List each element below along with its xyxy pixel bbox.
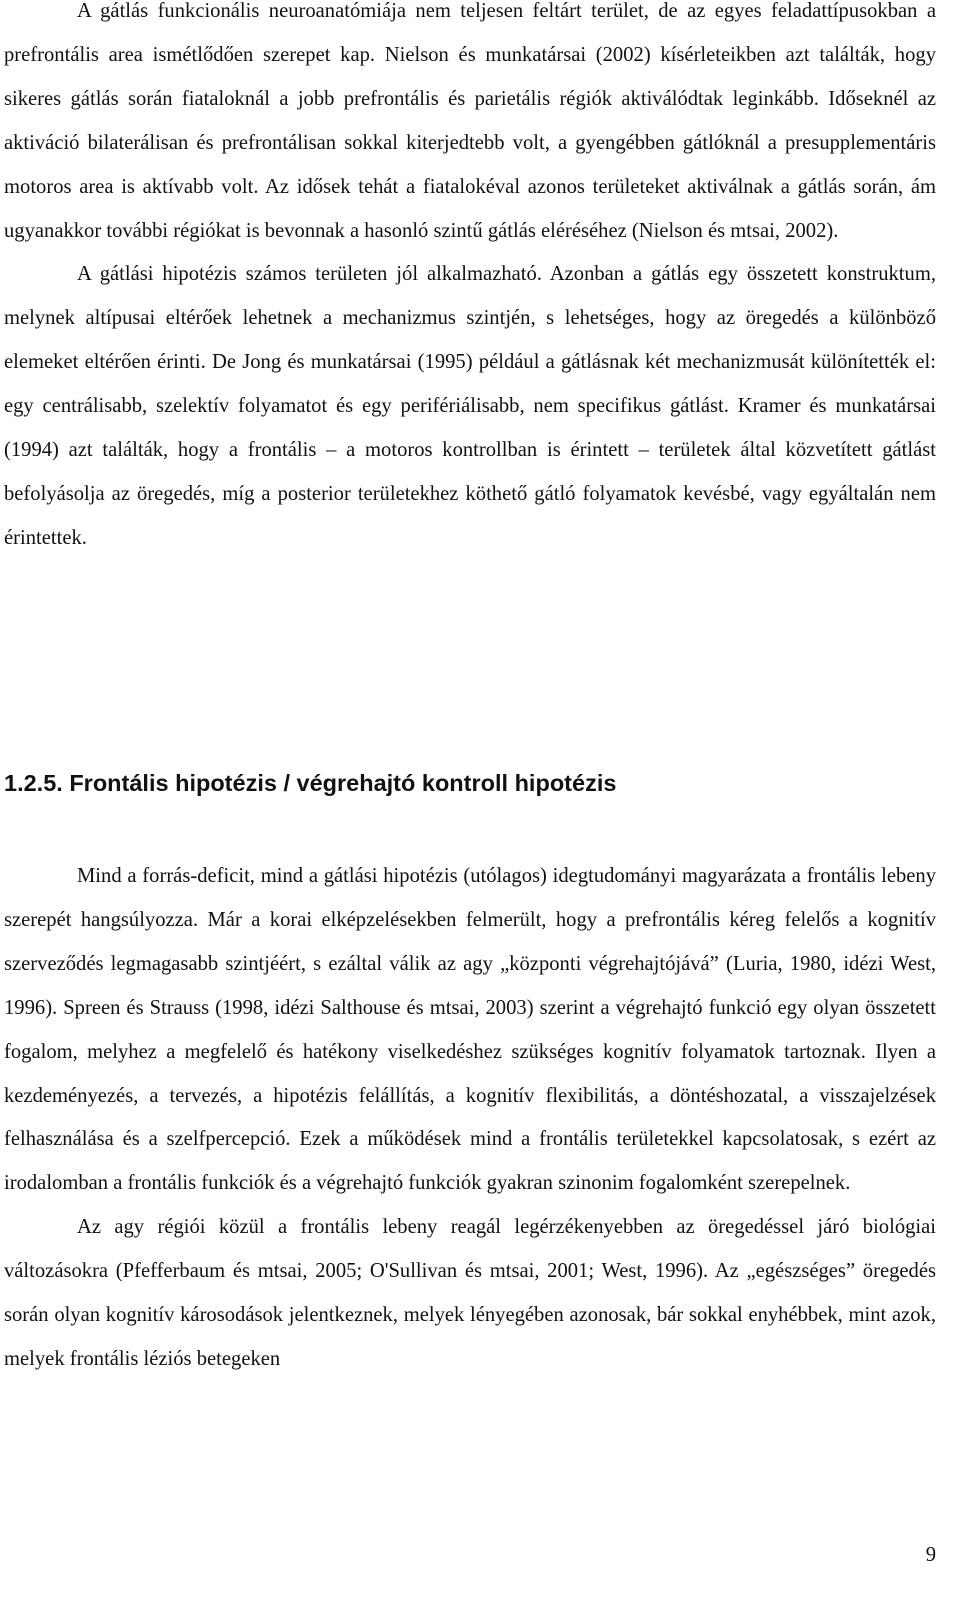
paragraph-inhibition-neuroanatomy: A gátlás funkcionális neuroanatómiája nem teljesen feltárt terület, de az egyes feladattípusokban a prefrontális area ismétlődően szerepet kap. Nielson és munkatársai (2002) kísérleteikben azt találták, hogy sikeres gátlás során fiataloknál a jobb prefrontális és parietális régiók aktiválódtak leginkább. Időseknél az aktiváció bilaterálisan és prefrontálisan sokkal kiterjedtebb volt, a gyengébben gátlóknál a presupplementáris motoros area is aktívabb volt. Az idősek tehát a fiatalokéval azonos területeket aktiválnak a gátlás során, ám ugyanakkor további régiókat is bevonnak a hasonló szintű gátlás eléréséhez (Nielson és mtsai, 2002). bbox=[4, 0, 936, 242]
paragraph-frontal-hypothesis: Mind a forrás-deficit, mind a gátlási hipotézis (utólagos) idegtudományi magyarázata a frontális lebeny szerepét hangsúlyozza. Már a korai elképzelésekben felmerült, hogy a prefrontális kéreg felelős a kognitív szerveződés legmagasabb szintjéért, s ezáltal válik az agy „központi végrehajtójává” (Luria, 1980, idézi West, 1996). Spreen és Strauss (1998, idézi Salthouse és mtsai, 2003) szerint a végrehajtó funkció egy olyan összetett fogalom, melyhez a megfelelő és hatékony viselkedéshez szükséges kognitív folyamatok tartoznak. Ilyen a kezdeményezés, a tervezés, a hipotézis felállítás, a kognitív flexibilitás, a döntéshozatal, a visszajelzések felhasználása és a szelfpercepció. Ezek a működések mind a frontális területekkel kapcsolatosak, s ezért az irodalomban a frontális funkciók és a végrehajtó funkciók gyakran szinonim fogalomként szerepelnek. bbox=[4, 865, 936, 1195]
paragraph-inhibition-hypothesis: A gátlási hipotézis számos területen jól alkalmazható. Azonban a gátlás egy összetett konstruktum, melynek altípusai eltérőek lehetnek a mechanizmus szintjén, s lehetséges, hogy az öregedés a különböző elemeket eltérően érinti. De Jong és munkatársai (1995) például a gátlásnak két mechanizmusát különítették el: egy centrálisabb, szelektív folyamatot és egy perifériálisabb, nem specifikus gátlást. Kramer és munkatársai (1994) azt találták, hogy a frontális – a motoros kontrollban is érintett – területek által közvetített gátlást befolyásolja az öregedés, míg a posterior területekhez köthető gátló folyamatok kevésbé, vagy egyáltalán nem érintettek. bbox=[4, 263, 936, 549]
paragraph-frontal-aging: Az agy régiói közül a frontális lebeny reagál legérzékenyebben az öregedéssel járó biológiai változásokra (Pfefferbaum és mtsai, 2005; O'Sullivan és mtsai, 2001; West, 1996). Az „egészséges” öregedés során olyan kognitív károsodások jelentkeznek, melyek lényegében azonosak, bár sokkal enyhébbek, mint azok, melyek frontális léziós betegeken bbox=[4, 1216, 936, 1370]
page-number: 9 bbox=[925, 1544, 936, 1566]
section-heading: 1.2.5. Frontális hipotézis / végrehajtó kontroll hipotézis bbox=[4, 770, 617, 796]
body-text-top bbox=[4, 0, 936, 561]
body-text-bottom bbox=[4, 855, 936, 1382]
